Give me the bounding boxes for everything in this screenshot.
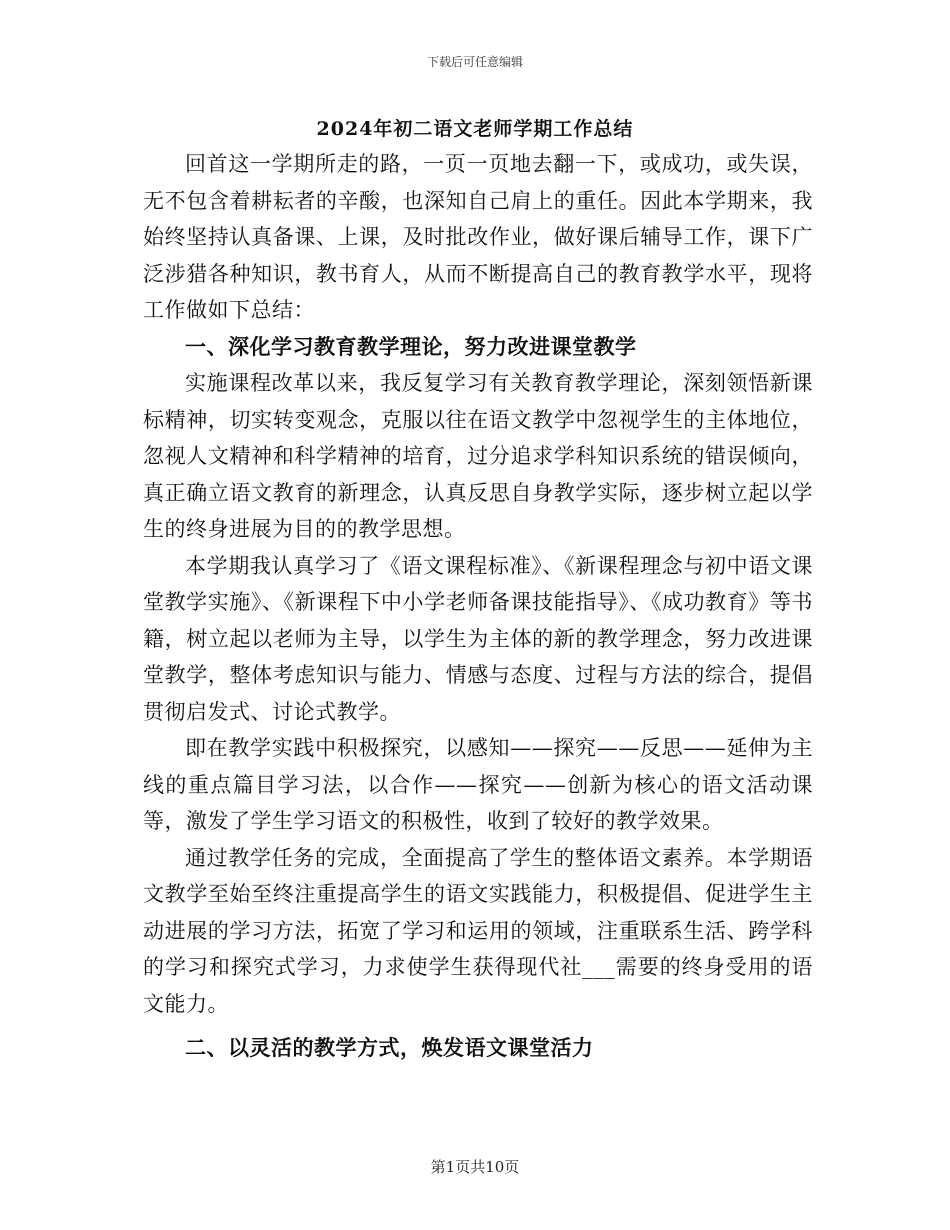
section-1-paragraph-1: 实施课程改革以来，我反复学习有关教育教学理论，深刻领悟新课标精神，切实转变观念，克服以往在语文教学中忽视学生的主体地位，忽视人文精神和科学精神的培育，过分追求学科知识系统的错误倾向，真正确立语文教育的新理念，认真反思自身教学实际，逐步树立起以学生的终身进展为目的的教学思想。 xyxy=(143,371,813,541)
section-2-heading: 二、以灵活的教学方式，焕发语文课堂活力 xyxy=(185,1035,594,1060)
document-body xyxy=(143,146,813,1067)
section-1-paragraph-3: 即在教学实践中积极探究，以感知——探究——反思——延伸为主线的重点篇目学习法，以合作——探究——创新为核心的语文活动课等，激发了学生学习语文的积极性，收到了较好的教学效果。 xyxy=(143,736,813,833)
section-1-heading: 一、深化学习教育教学理论，努力改进课堂教学 xyxy=(185,333,637,359)
header-note: 下载后可任意编辑 xyxy=(426,55,523,69)
intro-paragraph: 回首这一学期所走的路，一页一页地去翻一下，或成功，或失误，无不包含着耕耘者的辛酸，也深知自己肩上的重任。因此本学期来，我始终坚持认真备课、上课，及时批改作业，做好课后辅导工作，课下广泛涉猎各种知识，教书育人，从而不断提高自己的教育教学水平，现将工作做如下总结： xyxy=(143,152,813,322)
section-1-paragraph-4: 通过教学任务的完成，全面提高了学生的整体语文素养。本学期语文教学至始至终注重提高学生的语文实践能力，积极提倡、促进学生主动进展的学习方法，拓宽了学习和运用的领域，注重联系生活、跨学科的学习和探究式学习，力求使学生获得现代社___需要的终身受用的语文能力。 xyxy=(143,845,813,1016)
document-title: 2024年初二语文老师学期工作总结 xyxy=(316,118,634,140)
page-number: 第1页共10页 xyxy=(430,1158,520,1176)
section-1-paragraph-2: 本学期我认真学习了《语文课程标准》、《新课程理念与初中语文课堂教学实施》、《新课程下中小学老师备课技能指导》、《成功教育》等书籍，树立起以老师为主导，以学生为主体的新的教学理念，努力改进课堂教学，整体考虑知识与能力、情感与态度、过程与方法的综合，提倡贯彻启发式、讨论式教学。 xyxy=(143,553,813,724)
